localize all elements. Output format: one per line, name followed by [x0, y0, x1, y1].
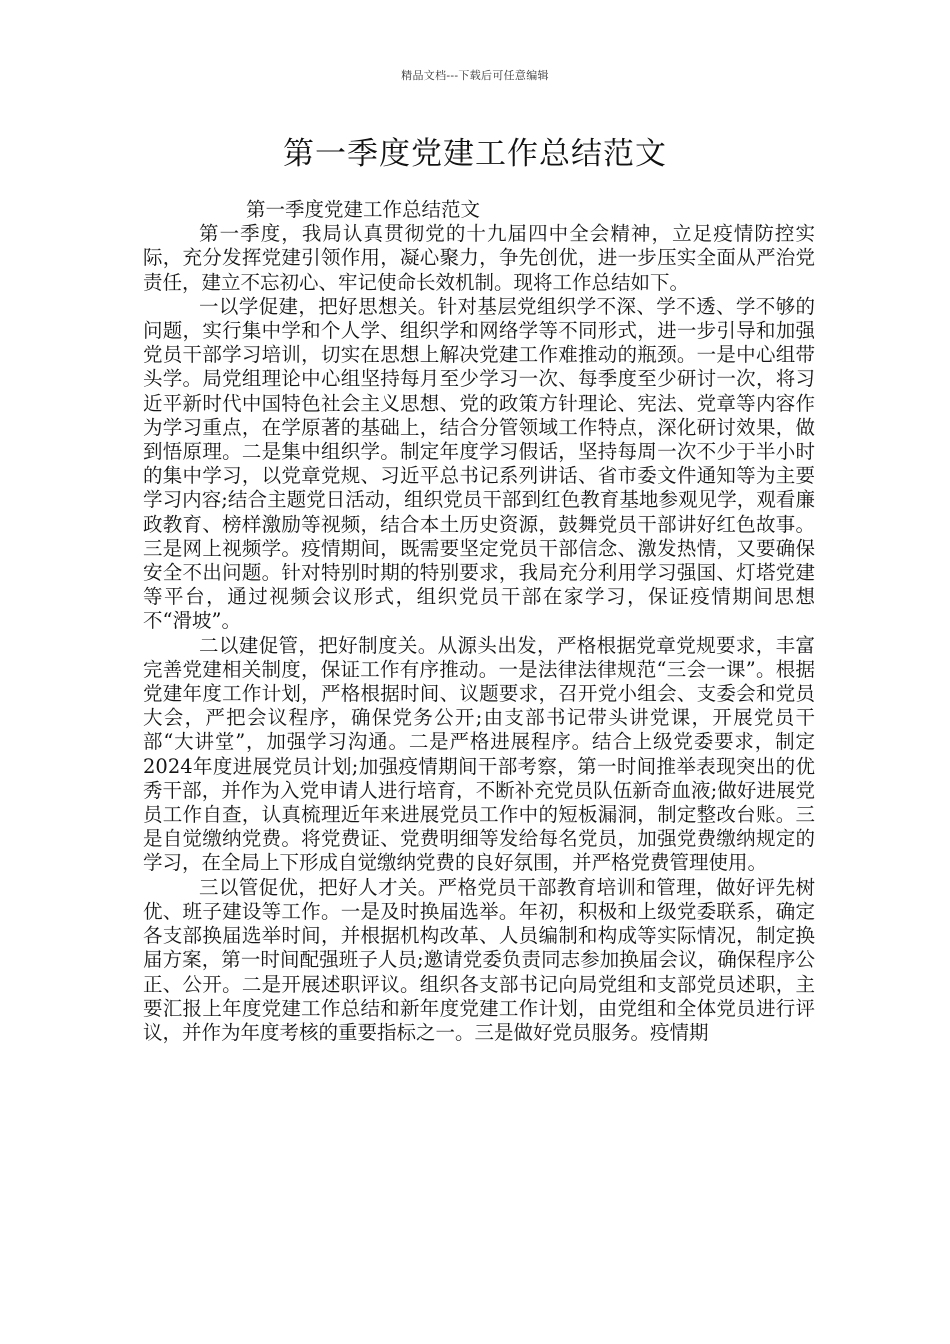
document-title: 第一季度党建工作总结范文 [283, 136, 667, 172]
header-note: 精品文档---下载后可任意编辑 [401, 69, 549, 82]
document-body [143, 198, 815, 1045]
paragraph-section-2: 二以建促管，把好制度关。从源头出发，严格根据党章党规要求，丰富完善党建相关制度，保证工作有序推动。一是法律法律规范“三会一课”。根据党建年度工作计划，严格根据时间、议题要求，召开党小组会、支委会和党员大会，严把会议程序，确保党务公开;由支部书记带头讲党课，开展党员干部“大讲堂”，加强学习沟通。二是严格进展程序。结合上级党委要求，制定2024年度进展党员计划;加强疫情期间干部考察，第一时间推举表现突出的优秀干部，并作为入党申请人进行培育，不断补充党员队伍新奇血液;做好进展党员工作自查，认真梳理近年来进展党员工作中的短板漏洞，制定整改台账。三是自觉缴纳党费。将党费证、党费明细等发给每名党员，加强党费缴纳规定的学习，在全局上下形成自觉缴纳党费的良好氛围，并严格党费管理使用。 [143, 633, 815, 875]
paragraph-intro: 第一季度，我局认真贯彻党的十九届四中全会精神，立足疫情防控实际，充分发挥党建引领作用，凝心聚力，争先创优，进一步压实全面从严治党责任，建立不忘初心、牢记使命长效机制。现将工作总结如下。 [143, 222, 815, 294]
paragraph-section-3: 三以管促优，把好人才关。严格党员干部教育培训和管理，做好评先树优、班子建设等工作。一是及时换届选举。年初，积极和上级党委联系，确定各支部换届选举时间，并根据机构改革、人员编制和构成等实际情况，制定换届方案，第一时间配强班子人员;邀请党委负责同志参加换届会议，确保程序公正、公开。二是开展述职评议。组织各支部书记向局党组和支部党员述职，主要汇报上年度党建工作总结和新年度党建工作计划，由党组和全体党员进行评议，并作为年度考核的重要指标之一。三是做好党员服务。疫情期 [143, 875, 815, 1044]
document-subtitle: 第一季度党建工作总结范文 [246, 198, 481, 221]
paragraph-section-1: 一以学促建，把好思想关。针对基层党组织学不深、学不透、学不够的问题，实行集中学和个人学、组织学和网络学等不同形式，进一步引导和加强党员干部学习培训，切实在思想上解决党建工作难推动的瓶颈。一是中心组带头学。局党组理论中心组坚持每月至少学习一次、每季度至少研讨一次，将习近平新时代中国特色社会主义思想、党的政策方针理论、宪法、党章等内容作为学习重点，在学原著的基础上，结合分管领域工作特点，深化研讨效果，做到悟原理。二是集中组织学。制定年度学习假话，坚持每周一次不少于半小时的集中学习，以党章党规、习近平总书记系列讲话、省市委文件通知等为主要学习内容;结合主题党日活动，组织党员干部到红色教育基地参观见学，观看廉政教育、榜样激励等视频，结合本土历史资源，鼓舞党员干部讲好红色故事。三是网上视频学。疫情期间，既需要坚定党员干部信念、激发热情，又要确保安全不出问题。针对特别时期的特别要求，我局充分利用学习强国、灯塔党建等平台，通过视频会议形式，组织党员干部在家学习，保证疫情期间思想不“滑坡”。 [143, 294, 815, 633]
